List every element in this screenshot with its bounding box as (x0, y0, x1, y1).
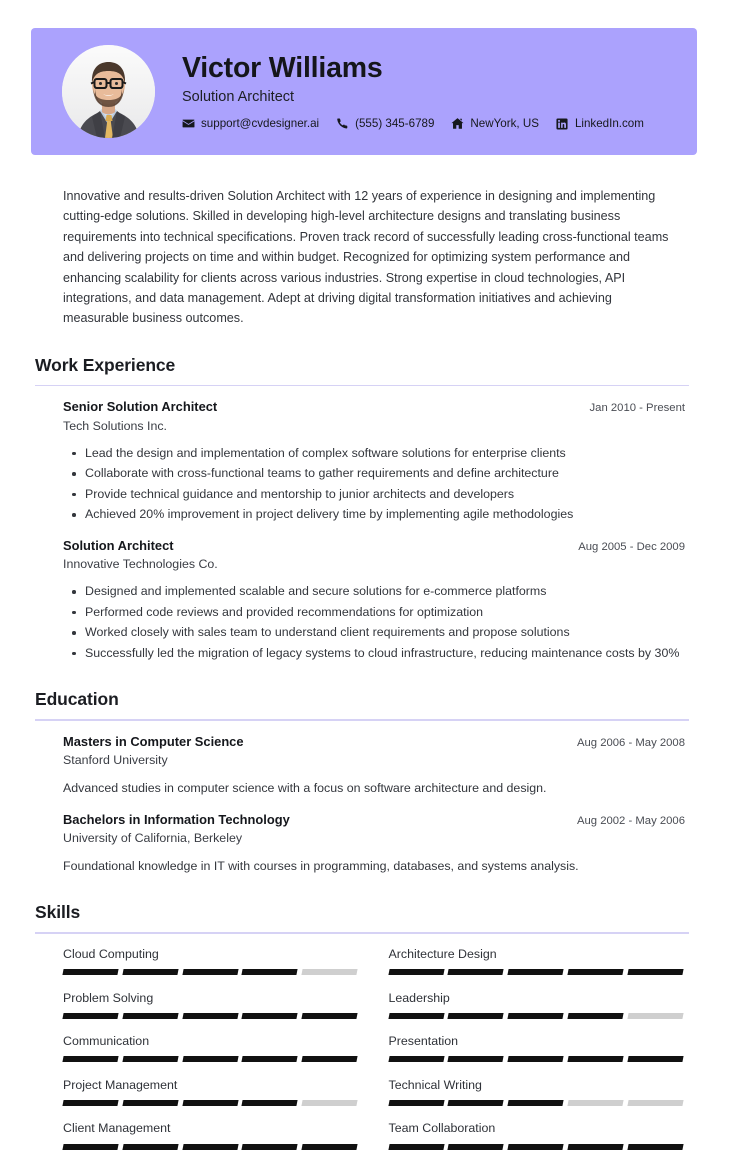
contact-email[interactable] (182, 117, 319, 130)
skills-grid (35, 946, 689, 1164)
skill-rating-segment (182, 1013, 238, 1019)
skill-rating-segment (302, 1100, 358, 1106)
work-entry-role: Solution Architect (63, 537, 174, 553)
work-entry-date: Aug 2005 - Dec 2009 (578, 540, 685, 553)
work-entry-head (63, 399, 685, 416)
skill-rating-bar (63, 969, 358, 975)
bullet-item: Collaborate with cross-functional teams to gather requirements and define architecture (85, 464, 685, 483)
location-icon (451, 117, 464, 130)
skill-rating-bar (63, 1056, 358, 1062)
skill-rating-segment (567, 969, 623, 975)
phone-icon (336, 117, 349, 130)
work-experience-entries (35, 399, 689, 663)
skill-item (63, 1120, 358, 1149)
skill-name: Technical Writing (388, 1077, 482, 1092)
section-work-experience (0, 355, 730, 663)
skill-rating-segment (388, 969, 444, 975)
skill-rating-segment (508, 1144, 564, 1150)
avatar (62, 45, 155, 138)
skill-rating-segment (508, 1013, 564, 1019)
skill-rating-segment (567, 1013, 623, 1019)
skill-rating-segment (627, 1144, 683, 1150)
skill-rating-segment (182, 1056, 238, 1062)
education-description: Foundational knowledge in IT with courses in programming, databases, and systems analysis. (63, 859, 579, 874)
bullet-item: Successfully led the migration of legacy systems to cloud infrastructure, reducing maintenance costs by 30% (85, 644, 685, 663)
skill-rating-segment (388, 1056, 444, 1062)
skill-name: Project Management (63, 1077, 178, 1092)
work-entry-role: Senior Solution Architect (63, 399, 218, 415)
education-degree: Bachelors in Information Technology (63, 811, 290, 827)
skill-rating-segment (302, 1056, 358, 1062)
contact-linkedin-text: LinkedIn.com (574, 117, 644, 131)
resume-body (0, 155, 730, 1164)
skill-name: Architecture Design (388, 946, 497, 961)
skill-rating-segment (302, 969, 358, 975)
bullet-item: Performed code reviews and provided recommendations for optimization (85, 603, 685, 622)
skill-name: Leadership (388, 990, 450, 1005)
skill-name: Communication (63, 1034, 150, 1049)
work-entry-head (63, 538, 685, 555)
section-title-work-experience: Work Experience (35, 354, 176, 375)
skill-item (63, 1033, 358, 1062)
skill-rating-segment (448, 1056, 504, 1062)
bullet-item: Designed and implemented scalable and secure solutions for e-commerce platforms (85, 582, 685, 601)
skill-name: Cloud Computing (63, 946, 159, 961)
skill-rating-segment (122, 1056, 178, 1062)
contact-row (182, 117, 644, 130)
skill-rating-segment (242, 1013, 298, 1019)
skill-rating-bar (63, 1100, 358, 1106)
work-entry-date: Jan 2010 - Present (589, 402, 685, 415)
education-date: Aug 2006 - May 2008 (576, 736, 685, 749)
skill-name: Team Collaboration (388, 1121, 496, 1136)
skill-rating-segment (302, 1144, 358, 1150)
skill-rating-segment (627, 1013, 683, 1019)
skill-rating-segment (508, 1100, 564, 1106)
skill-rating-segment (448, 1144, 504, 1150)
work-entry-organization: Tech Solutions Inc. (63, 419, 168, 434)
professional-summary: Innovative and results-driven Solution Architect with 12 years of experience in designing and implementing cutting-edge solutions. Skilled in developing high-level architecture designs and translating business requirements into technical specifications. Proven track record of successfully leading cross-functional teams and delivering projects on time and within budget. Recognized for optimizing system performance and enhancing scalability for clients across various industries. Strong expertise in cloud technologies, API integrations, and data management. Adept at driving digital transformation initiatives and achieving measurable business outcomes. (63, 189, 669, 326)
section-title-skills: Skills (35, 902, 81, 923)
job-title: Solution Architect (182, 88, 295, 105)
skill-rating-segment (448, 1013, 504, 1019)
resume-header (31, 28, 697, 155)
education-entries (35, 734, 689, 877)
skill-rating-segment (182, 1144, 238, 1150)
education-entry-head (63, 734, 685, 751)
skill-rating-segment (508, 969, 564, 975)
skill-rating-bar (63, 1013, 358, 1019)
section-skills (0, 902, 730, 1164)
education-degree: Masters in Computer Science (63, 733, 244, 749)
bullet-item: Worked closely with sales team to understand client requirements and propose solutions (85, 623, 685, 642)
skill-name: Problem Solving (63, 990, 154, 1005)
email-icon (182, 117, 195, 130)
skill-rating-bar (389, 1144, 684, 1150)
bullet-item: Achieved 20% improvement in project delivery time by implementing agile methodologies (85, 505, 685, 524)
skill-rating-segment (448, 969, 504, 975)
skill-rating-segment (448, 1100, 504, 1106)
education-entry (63, 812, 685, 877)
education-school: Stanford University (63, 753, 168, 768)
education-entry-head (63, 812, 685, 829)
skill-rating-bar (389, 969, 684, 975)
user-portrait-photo-icon (62, 45, 155, 138)
bullet-item: Lead the design and implementation of complex software solutions for enterprise clients (85, 444, 685, 463)
education-entry (63, 734, 685, 799)
work-entry-organization: Innovative Technologies Co. (63, 557, 218, 572)
full-name: Victor Williams (182, 51, 383, 84)
section-divider (35, 385, 689, 387)
skill-rating-segment (62, 969, 118, 975)
skill-rating-segment (388, 1100, 444, 1106)
skill-name: Client Management (63, 1121, 171, 1136)
contact-email-text: support@cvdesigner.ai (201, 117, 320, 131)
contact-phone-text: (555) 345-6789 (355, 117, 435, 131)
section-education (0, 689, 730, 876)
skill-rating-bar (389, 1100, 684, 1106)
skill-rating-segment (567, 1144, 623, 1150)
work-entry (63, 538, 685, 663)
skill-item (389, 1077, 684, 1106)
skill-rating-segment (62, 1013, 118, 1019)
header-text-block (182, 53, 644, 130)
contact-location-text: NewYork, US (470, 117, 539, 131)
skill-rating-segment (242, 1056, 298, 1062)
skill-rating-segment (242, 969, 298, 975)
skill-rating-segment (62, 1056, 118, 1062)
skill-rating-segment (62, 1144, 118, 1150)
section-divider (35, 932, 689, 934)
work-entry-bullets (63, 444, 685, 525)
skill-item (389, 990, 684, 1019)
education-date: Aug 2002 - May 2006 (576, 814, 685, 827)
skill-rating-segment (627, 1056, 683, 1062)
skill-rating-segment (182, 1100, 238, 1106)
work-entry-bullets (63, 582, 685, 663)
skill-rating-segment (567, 1056, 623, 1062)
skill-rating-segment (567, 1100, 623, 1106)
skill-rating-segment (122, 1013, 178, 1019)
skill-name: Presentation (388, 1034, 459, 1049)
skill-rating-bar (389, 1013, 684, 1019)
work-entry (63, 399, 685, 524)
education-school: University of California, Berkeley (63, 831, 243, 846)
skill-rating-segment (242, 1100, 298, 1106)
skill-rating-segment (122, 969, 178, 975)
skill-rating-segment (122, 1144, 178, 1150)
skill-rating-segment (388, 1013, 444, 1019)
skill-item (389, 946, 684, 975)
skill-rating-segment (388, 1144, 444, 1150)
skill-rating-segment (242, 1144, 298, 1150)
skill-item (389, 1120, 684, 1149)
skill-rating-segment (302, 1013, 358, 1019)
contact-phone[interactable] (336, 117, 434, 130)
skill-item (63, 990, 358, 1019)
skill-rating-segment (627, 1100, 683, 1106)
skill-rating-segment (508, 1056, 564, 1062)
skill-rating-bar (389, 1056, 684, 1062)
skill-rating-segment (122, 1100, 178, 1106)
skill-rating-segment (627, 969, 683, 975)
contact-linkedin[interactable] (556, 117, 644, 130)
section-title-education: Education (35, 689, 119, 710)
skill-rating-bar (63, 1144, 358, 1150)
linkedin-icon (556, 117, 569, 130)
skill-item (63, 1077, 358, 1106)
contact-location[interactable] (451, 117, 539, 130)
bullet-item: Provide technical guidance and mentorship to junior architects and developers (85, 485, 685, 504)
skill-item (389, 1033, 684, 1062)
education-description: Advanced studies in computer science with a focus on software architecture and design. (63, 781, 547, 796)
section-divider (35, 719, 689, 721)
skill-item (63, 946, 358, 975)
skill-rating-segment (62, 1100, 118, 1106)
skill-rating-segment (182, 969, 238, 975)
